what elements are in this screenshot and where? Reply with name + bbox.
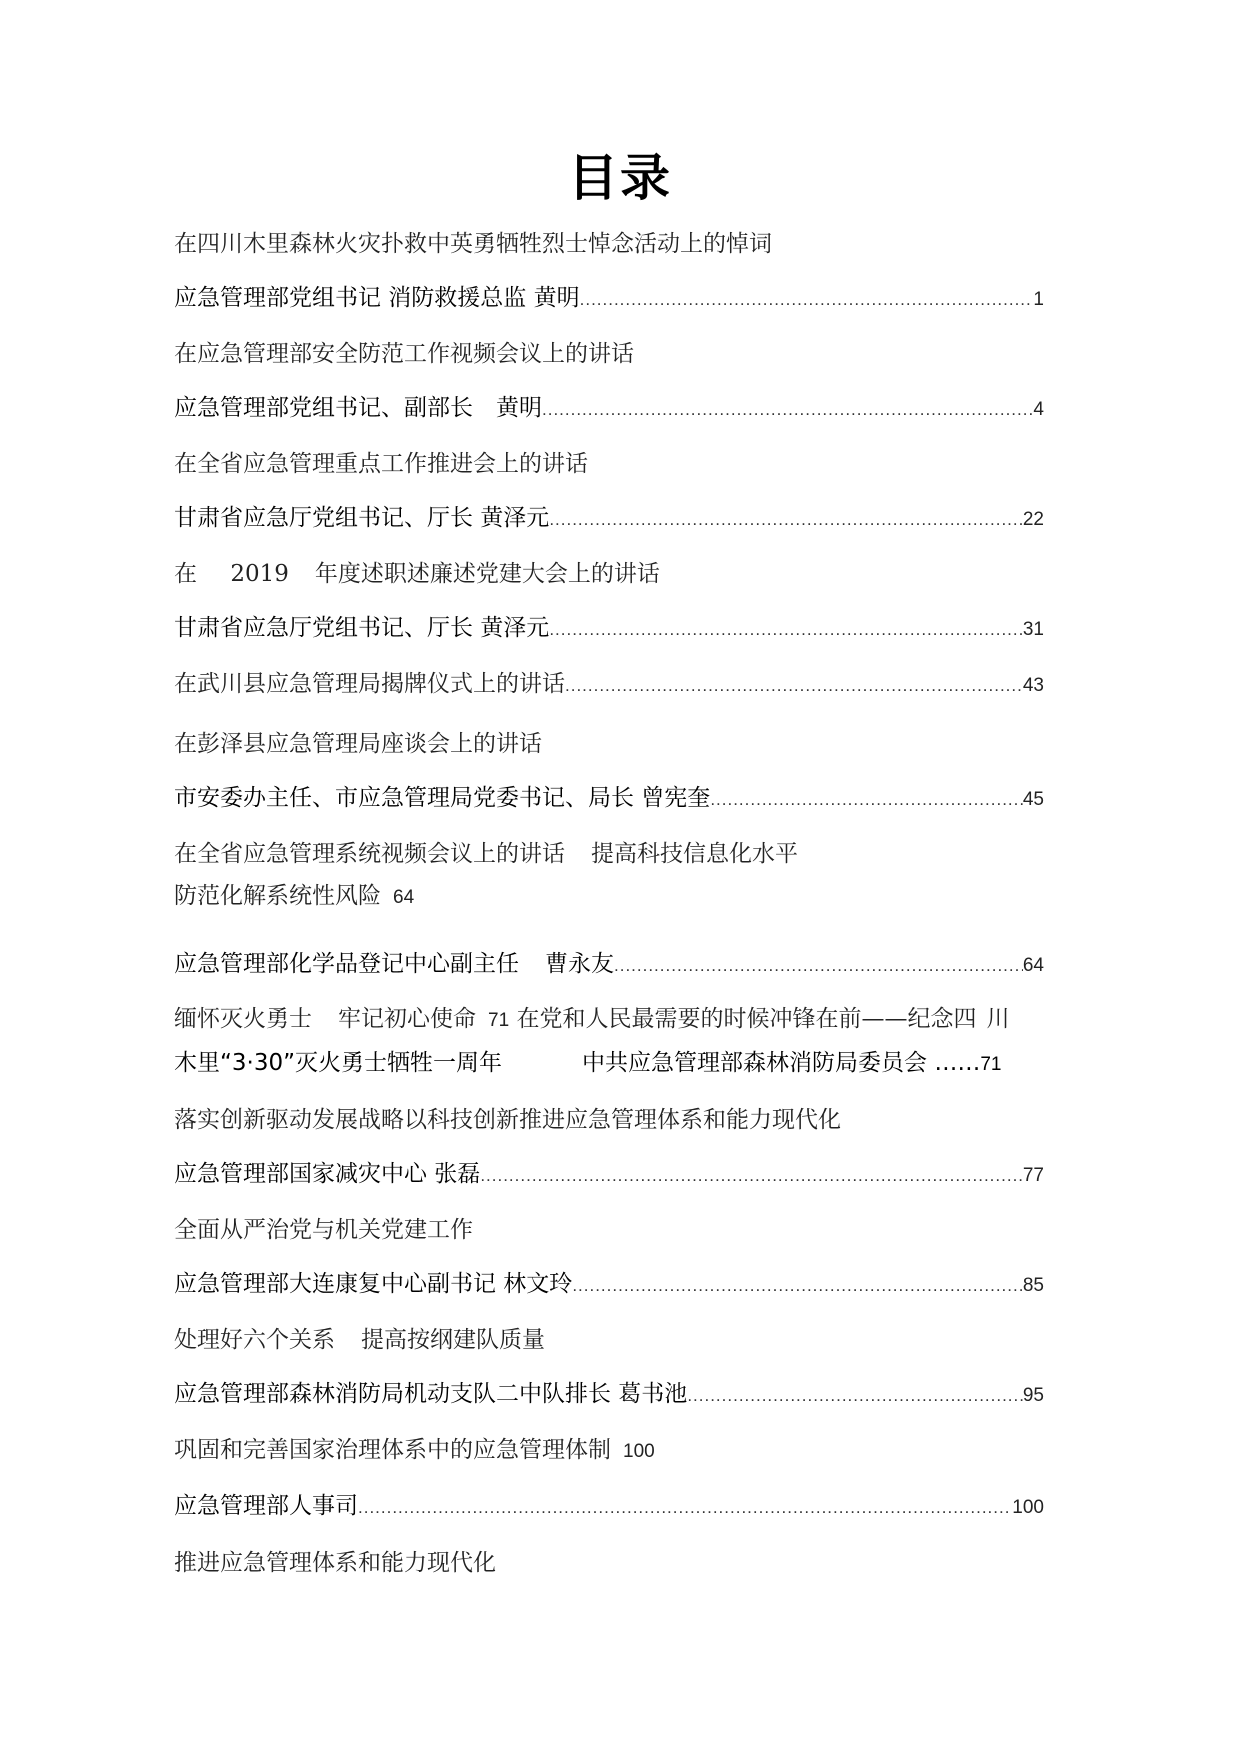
toc-heading: 在全省应急管理重点工作推进会上的讲话 bbox=[174, 451, 588, 477]
heading-year: 2019 bbox=[230, 561, 289, 587]
toc-entry[interactable] bbox=[174, 1157, 1044, 1193]
author-org: 应急管理部化学品登记中心副主任 bbox=[174, 951, 519, 977]
toc-author: 应急管理部党组书记、副部长 黄明 bbox=[174, 395, 542, 421]
toc-page-number: 64 bbox=[393, 887, 415, 908]
heading-part: 缅怀灭火勇士 bbox=[174, 1006, 312, 1032]
toc-page-number: 31 bbox=[1022, 619, 1044, 640]
toc-page-number: 100 bbox=[623, 1441, 655, 1462]
toc-leader-dots bbox=[549, 503, 1023, 537]
toc-page-number: 1 bbox=[1033, 289, 1044, 310]
heading-part: 处理好六个关系 bbox=[174, 1327, 335, 1353]
toc-author bbox=[174, 947, 614, 981]
toc-heading: 在应急管理部安全防范工作视频会议上的讲话 bbox=[174, 341, 634, 367]
toc-leader-dots bbox=[480, 1159, 1023, 1193]
toc-heading-continued bbox=[174, 879, 1044, 915]
toc-heading bbox=[174, 837, 1044, 871]
toc-leader-dots bbox=[542, 393, 1033, 427]
toc-leader-dots bbox=[580, 283, 1034, 317]
toc-heading: 在彭泽县应急管理局座谈会上的讲话 bbox=[174, 731, 542, 757]
toc-entry[interactable] bbox=[174, 1046, 1044, 1082]
heading-part: 提高按纲建队质量 bbox=[361, 1327, 545, 1353]
toc-author: 甘肃省应急厅党组书记、厅长 黄泽元 bbox=[174, 615, 550, 641]
toc-heading: 在武川县应急管理局揭牌仪式上的讲话 bbox=[174, 671, 565, 697]
toc-page-number: 64 bbox=[1022, 955, 1044, 976]
heading-part: 在党和人民最需要的时候冲锋在前——纪念四 bbox=[516, 1006, 977, 1032]
heading-part: 川 bbox=[986, 1006, 1010, 1032]
toc-leader-dots bbox=[572, 1269, 1023, 1303]
toc-heading bbox=[174, 1433, 1044, 1469]
toc-entry[interactable] bbox=[174, 281, 1044, 317]
toc-leader-dots: …… bbox=[934, 1050, 981, 1076]
page-title: 目录 bbox=[568, 149, 672, 207]
toc-leader-dots bbox=[614, 949, 1023, 983]
toc-heading: 推进应急管理体系和能力现代化 bbox=[174, 1550, 496, 1576]
toc-heading bbox=[174, 1323, 1044, 1357]
toc-heading: 落实创新驱动发展战略以科技创新推进应急管理体系和能力现代化 bbox=[174, 1107, 841, 1133]
toc-leader-dots bbox=[710, 783, 1023, 817]
toc-author: 应急管理部大连康复中心副书记 林文玲 bbox=[174, 1271, 573, 1297]
toc-entry[interactable] bbox=[174, 947, 1044, 983]
toc-heading bbox=[174, 1002, 1084, 1038]
author-name: 曹永友 bbox=[545, 951, 614, 977]
toc-entry[interactable] bbox=[174, 667, 1044, 703]
toc-heading: 全面从严治党与机关党建工作 bbox=[174, 1217, 473, 1243]
toc-page-number: 22 bbox=[1022, 509, 1044, 530]
toc-page-number: 100 bbox=[1012, 1497, 1044, 1518]
toc-author: 应急管理部国家减灾中心 张磊 bbox=[174, 1161, 481, 1187]
heading-prefix: 在 bbox=[174, 561, 197, 587]
toc-entry[interactable] bbox=[174, 611, 1044, 647]
toc-page-number: 71 bbox=[488, 1010, 510, 1031]
toc-author: 应急管理部森林消防局机动支队二中队排长 葛书池 bbox=[174, 1381, 688, 1407]
toc-leader-dots bbox=[549, 613, 1023, 647]
heading-part: 木里“3·30”灭火勇士牺牲一周年 bbox=[174, 1050, 503, 1076]
toc-entry[interactable] bbox=[174, 501, 1044, 537]
toc-page-number: 85 bbox=[1022, 1275, 1044, 1296]
toc-author: 市安委办主任、市应急管理局党委书记、局长 曾宪奎 bbox=[174, 785, 711, 811]
toc-leader-dots bbox=[565, 669, 1023, 703]
toc-author: 中共应急管理部森林消防局委员会 bbox=[582, 1050, 928, 1076]
toc-page-number: 45 bbox=[1022, 789, 1044, 810]
toc-page-number: 95 bbox=[1022, 1385, 1044, 1406]
heading-suffix: 年度述职述廉述党建大会上的讲话 bbox=[314, 561, 660, 587]
toc-entry[interactable] bbox=[174, 1267, 1044, 1303]
toc-page-number: 4 bbox=[1033, 399, 1044, 420]
toc-entry[interactable] bbox=[174, 1377, 1044, 1413]
toc-leader-dots bbox=[358, 1491, 1012, 1525]
heading-part: 在全省应急管理系统视频会议上的讲话 bbox=[174, 841, 565, 867]
toc-entry[interactable] bbox=[174, 391, 1044, 427]
heading-part: 巩固和完善国家治理体系中的应急管理体制 bbox=[174, 1437, 611, 1463]
toc-page-number: 77 bbox=[1022, 1165, 1044, 1186]
toc-author: 甘肃省应急厅党组书记、厅长 黄泽元 bbox=[174, 505, 550, 531]
toc-page-number: 43 bbox=[1022, 675, 1044, 696]
toc-leader-dots bbox=[687, 1379, 1023, 1413]
toc-author: 应急管理部人事司 bbox=[174, 1493, 358, 1519]
heading-part: 牢记初心使命 bbox=[338, 1006, 476, 1032]
toc-entry[interactable] bbox=[174, 1489, 1044, 1525]
heading-part: 提高科技信息化水平 bbox=[591, 841, 798, 867]
toc-heading: 在四川木里森林火灾扑救中英勇牺牲烈士悼念活动上的悼词 bbox=[174, 231, 772, 257]
toc-entry[interactable] bbox=[174, 781, 1044, 817]
toc-heading bbox=[174, 557, 1044, 591]
toc-page-number: 71 bbox=[980, 1054, 1002, 1075]
heading-part: 防范化解系统性风险 bbox=[174, 883, 381, 909]
toc-author: 应急管理部党组书记 消防救援总监 黄明 bbox=[174, 285, 580, 311]
